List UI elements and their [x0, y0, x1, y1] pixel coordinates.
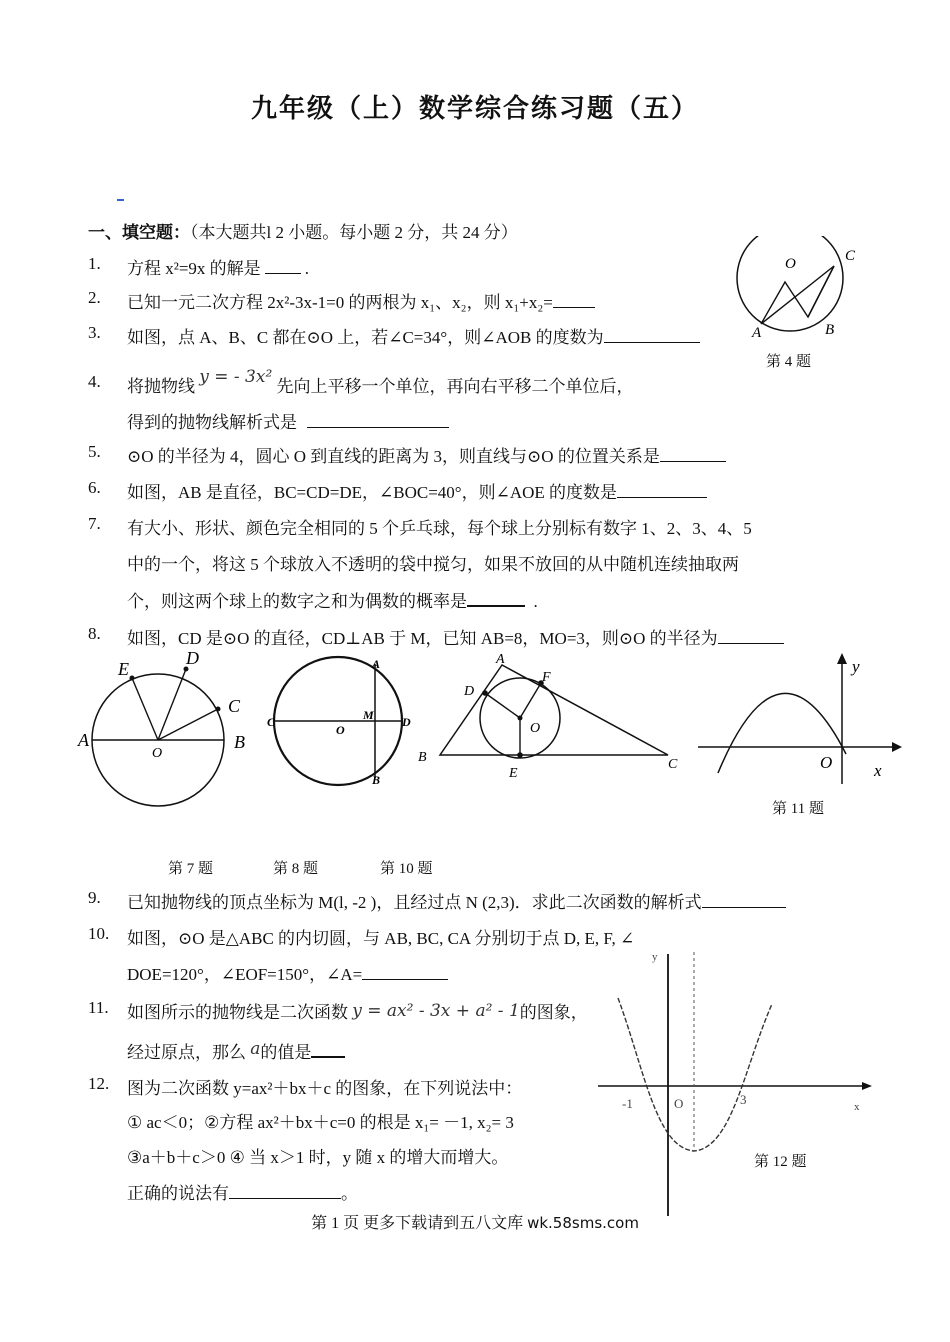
fig10-label-b: B [418, 750, 427, 765]
q4-formula: y = - 3x² [199, 367, 273, 387]
fig7-label-a: A [78, 730, 89, 750]
q11-body-a: 如图所示的抛物线是二次函数 [127, 1003, 348, 1022]
q10-number: 10. [88, 924, 110, 943]
fig10-triangle [440, 665, 668, 755]
q4-answer-blank[interactable] [307, 413, 449, 428]
q7-line1: 有大小、形状、颜色完全相同的 5 个乒乓球，每个球上分别标有数字 1、2、3、4、5 [127, 519, 752, 538]
q5-body: ⊙O 的半径为 4，圆心 O 到直线的距离为 3，则直线与⊙O 的位置关系是 [127, 447, 660, 466]
fig7-label-d: D [186, 648, 199, 668]
q10-line2-text: DOE=120°，∠EOF=150°，∠A= [127, 965, 363, 984]
q6-answer-blank[interactable] [617, 483, 707, 498]
fig12-label-minus-one: -1 [622, 1096, 633, 1111]
fig4-label-o: O [785, 256, 796, 272]
fig10-point-e [517, 752, 523, 758]
fig10-label-d: D [464, 684, 475, 699]
q5-number: 5. [88, 442, 101, 461]
fig4-circle [737, 236, 843, 331]
q7-answer-blank[interactable] [467, 591, 525, 607]
q3-text [127, 323, 700, 348]
fig12-label-o: O [674, 1096, 684, 1111]
q12-line1: 图为二次函数 y=ax²＋bx＋c 的图象，在下列说法中： [127, 1079, 523, 1098]
stray-mark [117, 199, 124, 201]
fig7-radius-oe [132, 678, 158, 740]
page-title: 九年级（上）数学综合练习题（五） [250, 94, 699, 124]
q4-number: 4. [88, 372, 101, 391]
fig8-caption: 第 8 题 [273, 861, 319, 877]
q5-text [127, 442, 726, 467]
fig10-label-o: O [530, 721, 541, 736]
q9-body: 已知抛物线的顶点坐标为 M(l, -2 )，且经过点 N (2,3)．求此二次函数的解析式 [127, 893, 702, 912]
q11-formula: y = ax² - 3x + a² - 1 [352, 1001, 520, 1021]
q10-answer-blank[interactable] [362, 965, 448, 980]
q4-line2 [127, 408, 449, 433]
footer-site-link[interactable]: wk.58sms.com [527, 1214, 639, 1232]
fig8-label-m: M [363, 708, 374, 722]
fig8-label-a: A [372, 657, 381, 671]
q7-line2: 中的一个，将这 5 个球放入不透明的袋中搅匀，如果不放回的从中随机连续抽取两 [127, 555, 739, 574]
q11-number: 11. [88, 998, 109, 1017]
q2-answer-blank[interactable] [553, 293, 595, 308]
q9-answer-blank[interactable] [702, 893, 786, 908]
fig8-label-c: C [267, 715, 276, 729]
q12-line4 [127, 1179, 358, 1204]
q8-body: 如图，CD 是⊙O 的直径，CD⊥AB 于 M，已知 AB=8，MO=3，则⊙O 的半径为 [127, 629, 718, 648]
q11-answer-blank[interactable] [311, 1042, 345, 1058]
fig4-label-a: A [752, 325, 762, 341]
fig7-caption: 第 7 题 [168, 861, 214, 877]
fig12-label-y: y [652, 951, 658, 963]
fig7-label-b: B [234, 732, 245, 752]
fig4-lines [761, 266, 834, 324]
fig10-point-o [518, 716, 523, 721]
fig11-x-arrow [892, 742, 902, 752]
q12-line3: ③a＋b＋c＞0 ④ 当 x＞1 时，y 随 x 的增大而增大。 [127, 1148, 509, 1167]
fig8-label-b: B [372, 773, 381, 787]
q12-answer-blank[interactable] [229, 1184, 341, 1199]
fig4-chord [808, 266, 834, 317]
q8-number: 8. [88, 624, 101, 643]
figure-7 [72, 648, 262, 808]
fig7-label-e: E [118, 659, 129, 679]
q7-line3-text: 个，则这两个球上的数字之和为偶数的概率是 [127, 592, 467, 611]
fig11-label-o: O [820, 753, 833, 772]
fig10-caption: 第 10 题 [380, 861, 433, 877]
q2-body: 已知一元二次方程 2x²-3x-1=0 的两根为 x₁、x₂，则 x₁+x₂= [127, 293, 553, 312]
figure-10 [412, 648, 688, 788]
q11-line2 [127, 1038, 345, 1063]
fig8-label-d: D [402, 715, 411, 729]
q1-text: 方程 x²=9x 的解是 . [127, 259, 309, 278]
q2-text [127, 288, 595, 313]
q9-text [127, 888, 786, 913]
q4-body-a: 将抛物线 [127, 377, 195, 396]
q12-line4-text: 正确的说法有 [127, 1184, 229, 1203]
fig12-parabola [618, 998, 772, 1151]
figure-11 [690, 648, 910, 788]
fig7-radius-od [158, 669, 186, 740]
fig10-label-f: F [542, 670, 551, 685]
q7-number: 7. [88, 514, 101, 533]
q3-number: 3. [88, 323, 101, 342]
section-note: （本大题共l 2 小题。每小题 2 分，共 24 分） [190, 223, 518, 242]
fig10-label-a: A [496, 652, 505, 667]
q10-line1: 如图，⊙O 是△ABC 的内切圆，与 AB, BC, CA 分别切于点 D, E, F, ∠ [127, 929, 635, 948]
q12-number: 12. [88, 1074, 110, 1093]
fig11-y-arrow [837, 653, 847, 664]
fig4-caption: 第 4 题 [766, 354, 812, 370]
fig7-point-c [216, 707, 221, 712]
figure-4 [730, 236, 870, 348]
q11-body-b: 的图象， [519, 1003, 588, 1022]
fig12-x-arrow [862, 1082, 872, 1090]
q3-body: 如图，点 A、B、C 都在⊙O 上，若∠C=34°，则∠AOB 的度数为 [127, 328, 604, 347]
q9-number: 9. [88, 888, 101, 907]
q4-line2-text: 得到的抛物线解析式是 [127, 413, 297, 432]
figure-12 [594, 948, 884, 1218]
q10-line2 [127, 960, 448, 985]
q2-number: 2. [88, 288, 101, 307]
fig10-label-c: C [668, 757, 678, 772]
fig10-radius-of [520, 683, 541, 718]
q6-text [127, 478, 707, 503]
fig4-label-b: B [825, 322, 835, 338]
fig7-point-e [130, 676, 135, 681]
q5-answer-blank[interactable] [660, 447, 726, 462]
q4-body-b: 先向上平移一个单位，再向右平移二个单位后， [276, 377, 634, 396]
figure-8 [262, 652, 422, 792]
q12-line4-end: 。 [341, 1184, 358, 1203]
q11-var-a: a [250, 1039, 261, 1059]
section-title: 一、填空题： [88, 223, 190, 242]
fig10-radius-od [485, 693, 520, 718]
q1-number: 1. [88, 254, 101, 273]
fig12-caption: 第 12 题 [754, 1154, 807, 1170]
fig7-label-o: O [152, 746, 163, 761]
q6-number: 6. [88, 478, 101, 497]
q11-line2-a: 经过原点，那么 [127, 1043, 246, 1062]
fig12-label-x: x [854, 1101, 860, 1113]
q12-line2: ① ac＜0；②方程 ax²＋bx＋c=0 的根是 x₁= －1, x₂= 3 [127, 1113, 514, 1132]
footer-page: 第 1 页 更多下载请到五八文库 [311, 1215, 528, 1232]
q1-answer-blank[interactable] [265, 259, 301, 274]
page-footer [0, 1210, 950, 1233]
fig11-label-y: y [852, 657, 860, 676]
q8-text [127, 624, 784, 649]
q6-body: 如图，AB 是直径，BC=CD=DE，∠BOC=40°，则∠AOE 的度数是 [127, 483, 618, 502]
fig11-label-x: x [874, 761, 882, 780]
q7-line3: 个，则这两个球上的数字之和为偶数的概率是 . [127, 592, 538, 611]
q4-text [127, 367, 634, 397]
fig12-label-three: 3 [740, 1092, 747, 1107]
fig7-label-c: C [228, 696, 241, 716]
q11-text [127, 998, 588, 1023]
q11-line2-b: 的值是 [260, 1043, 312, 1062]
fig7-radius-oc [158, 709, 218, 740]
fig10-point-d [482, 690, 488, 696]
fig10-label-e: E [509, 766, 518, 781]
fig4-label-c: C [845, 248, 856, 264]
q1-body: 方程 x²=9x 的解是 [127, 259, 261, 278]
fig11-caption: 第 11 题 [772, 801, 824, 817]
q8-answer-blank[interactable] [718, 629, 784, 644]
q3-answer-blank[interactable] [604, 328, 700, 343]
section-heading [88, 218, 518, 243]
fig8-label-o: O [336, 723, 345, 737]
